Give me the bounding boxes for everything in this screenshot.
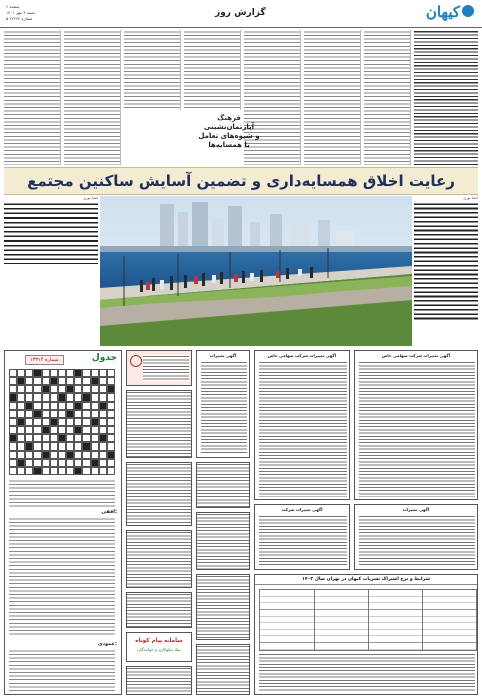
text-column-bold bbox=[414, 30, 478, 165]
ad-block bbox=[196, 644, 250, 695]
text-heading: آشنا نوری bbox=[463, 196, 478, 200]
photo-illustration bbox=[100, 196, 412, 346]
logo-text: کیهان bbox=[425, 3, 460, 21]
ad-notice bbox=[254, 350, 350, 500]
table-col-divider bbox=[422, 590, 423, 650]
ad-block bbox=[196, 512, 250, 570]
sms-ad-subtitle: بنیاد نیکوکاری و خوانندگان bbox=[137, 647, 181, 652]
crossword-title: جدول bbox=[91, 353, 117, 363]
ad-block bbox=[126, 592, 192, 628]
ad-notice bbox=[126, 350, 192, 386]
ad-notice bbox=[354, 350, 478, 500]
text-column bbox=[364, 30, 411, 165]
crossword-grid bbox=[9, 369, 115, 475]
logo-badge-icon bbox=[462, 5, 474, 17]
crossword-intro-text bbox=[9, 479, 115, 507]
ad-notice-title: آگهی تغییرات شرکت سهامی خاص bbox=[381, 353, 451, 358]
ad-notice bbox=[254, 504, 350, 570]
date-block bbox=[6, 4, 66, 22]
ad-notice-title: آگهی تغییرات bbox=[402, 507, 430, 512]
masthead bbox=[0, 0, 482, 28]
ad-text bbox=[359, 515, 475, 567]
across-clues bbox=[9, 517, 115, 637]
across-label: افقی: bbox=[101, 509, 117, 515]
feature-title-line: با همسایه‌ها bbox=[208, 141, 250, 149]
bold-text bbox=[414, 202, 478, 320]
page-number: صفحه ۶ bbox=[6, 4, 20, 9]
ad-block bbox=[126, 390, 192, 458]
left-text-block bbox=[4, 196, 98, 346]
ad-notice-title: آگهی تغییرات شرکت سهامی خاص bbox=[267, 353, 337, 358]
photo-row bbox=[4, 196, 478, 346]
right-text-block bbox=[414, 196, 478, 346]
issue-line: ۵ شماره ۲۲۲۶۲ bbox=[6, 16, 33, 21]
ad-block bbox=[196, 462, 250, 508]
ad-notice bbox=[354, 504, 478, 570]
ad-badge-icon bbox=[130, 355, 142, 367]
subscription-panel bbox=[254, 574, 478, 695]
text-column bbox=[184, 30, 241, 110]
ad-notice-title: آگهی تغییرات شرکت bbox=[281, 507, 323, 512]
text-column bbox=[124, 30, 181, 110]
ad-notice-title: آگهی تغییرات bbox=[209, 353, 237, 358]
section-title: گزارش روز bbox=[215, 8, 266, 18]
ad-text bbox=[143, 355, 189, 381]
ad-block bbox=[126, 666, 192, 695]
down-clues bbox=[9, 649, 115, 691]
top-columns bbox=[4, 30, 478, 165]
sms-ad bbox=[126, 632, 192, 662]
ad-text bbox=[259, 515, 347, 567]
ads-area bbox=[126, 350, 478, 695]
main-headline: رعایت اخلاق همسایه‌داری و تضمین آسایش ساکنین مجتمع bbox=[27, 172, 455, 190]
text-heading: آشنا نوری bbox=[83, 196, 98, 200]
brand-logo bbox=[416, 3, 474, 25]
feature-kicker: فرهنگ bbox=[217, 114, 241, 122]
table-col-divider bbox=[314, 590, 315, 650]
crossword-panel bbox=[4, 350, 122, 695]
feature-title-line: آپارتمان‌نشینی bbox=[203, 123, 255, 131]
table-col-divider bbox=[368, 590, 369, 650]
harbor-photo bbox=[100, 196, 412, 346]
text-column bbox=[4, 30, 61, 165]
subscription-notes bbox=[259, 653, 475, 691]
feature-title-line: و شیوه‌های تعامل bbox=[198, 132, 260, 140]
ad-block bbox=[126, 530, 192, 588]
down-label: عمودی: bbox=[97, 641, 117, 647]
crossword-number: شماره ۱۳۳۱۴ bbox=[25, 355, 64, 365]
ad-text bbox=[359, 361, 475, 497]
feature-box bbox=[154, 114, 304, 164]
ad-notice bbox=[196, 350, 250, 458]
crossword-header bbox=[7, 353, 119, 367]
bold-text bbox=[4, 202, 98, 264]
ad-text bbox=[201, 361, 247, 455]
text-column bbox=[304, 30, 361, 165]
sms-ad-title: سامانه پیام کوتاه bbox=[135, 638, 183, 644]
headline-band bbox=[4, 167, 478, 195]
ad-block bbox=[196, 574, 250, 640]
ad-text bbox=[259, 361, 347, 497]
ad-block bbox=[126, 462, 192, 526]
subscription-heading: شرایط و نرخ اشتراک نشریات کیهان در تهران سال ۱۴۰۲ bbox=[255, 575, 477, 585]
text-column bbox=[64, 30, 121, 165]
subscription-table bbox=[259, 589, 477, 651]
date-line: شنبه ۳ مهر ۱۴۰۱ bbox=[6, 10, 35, 15]
